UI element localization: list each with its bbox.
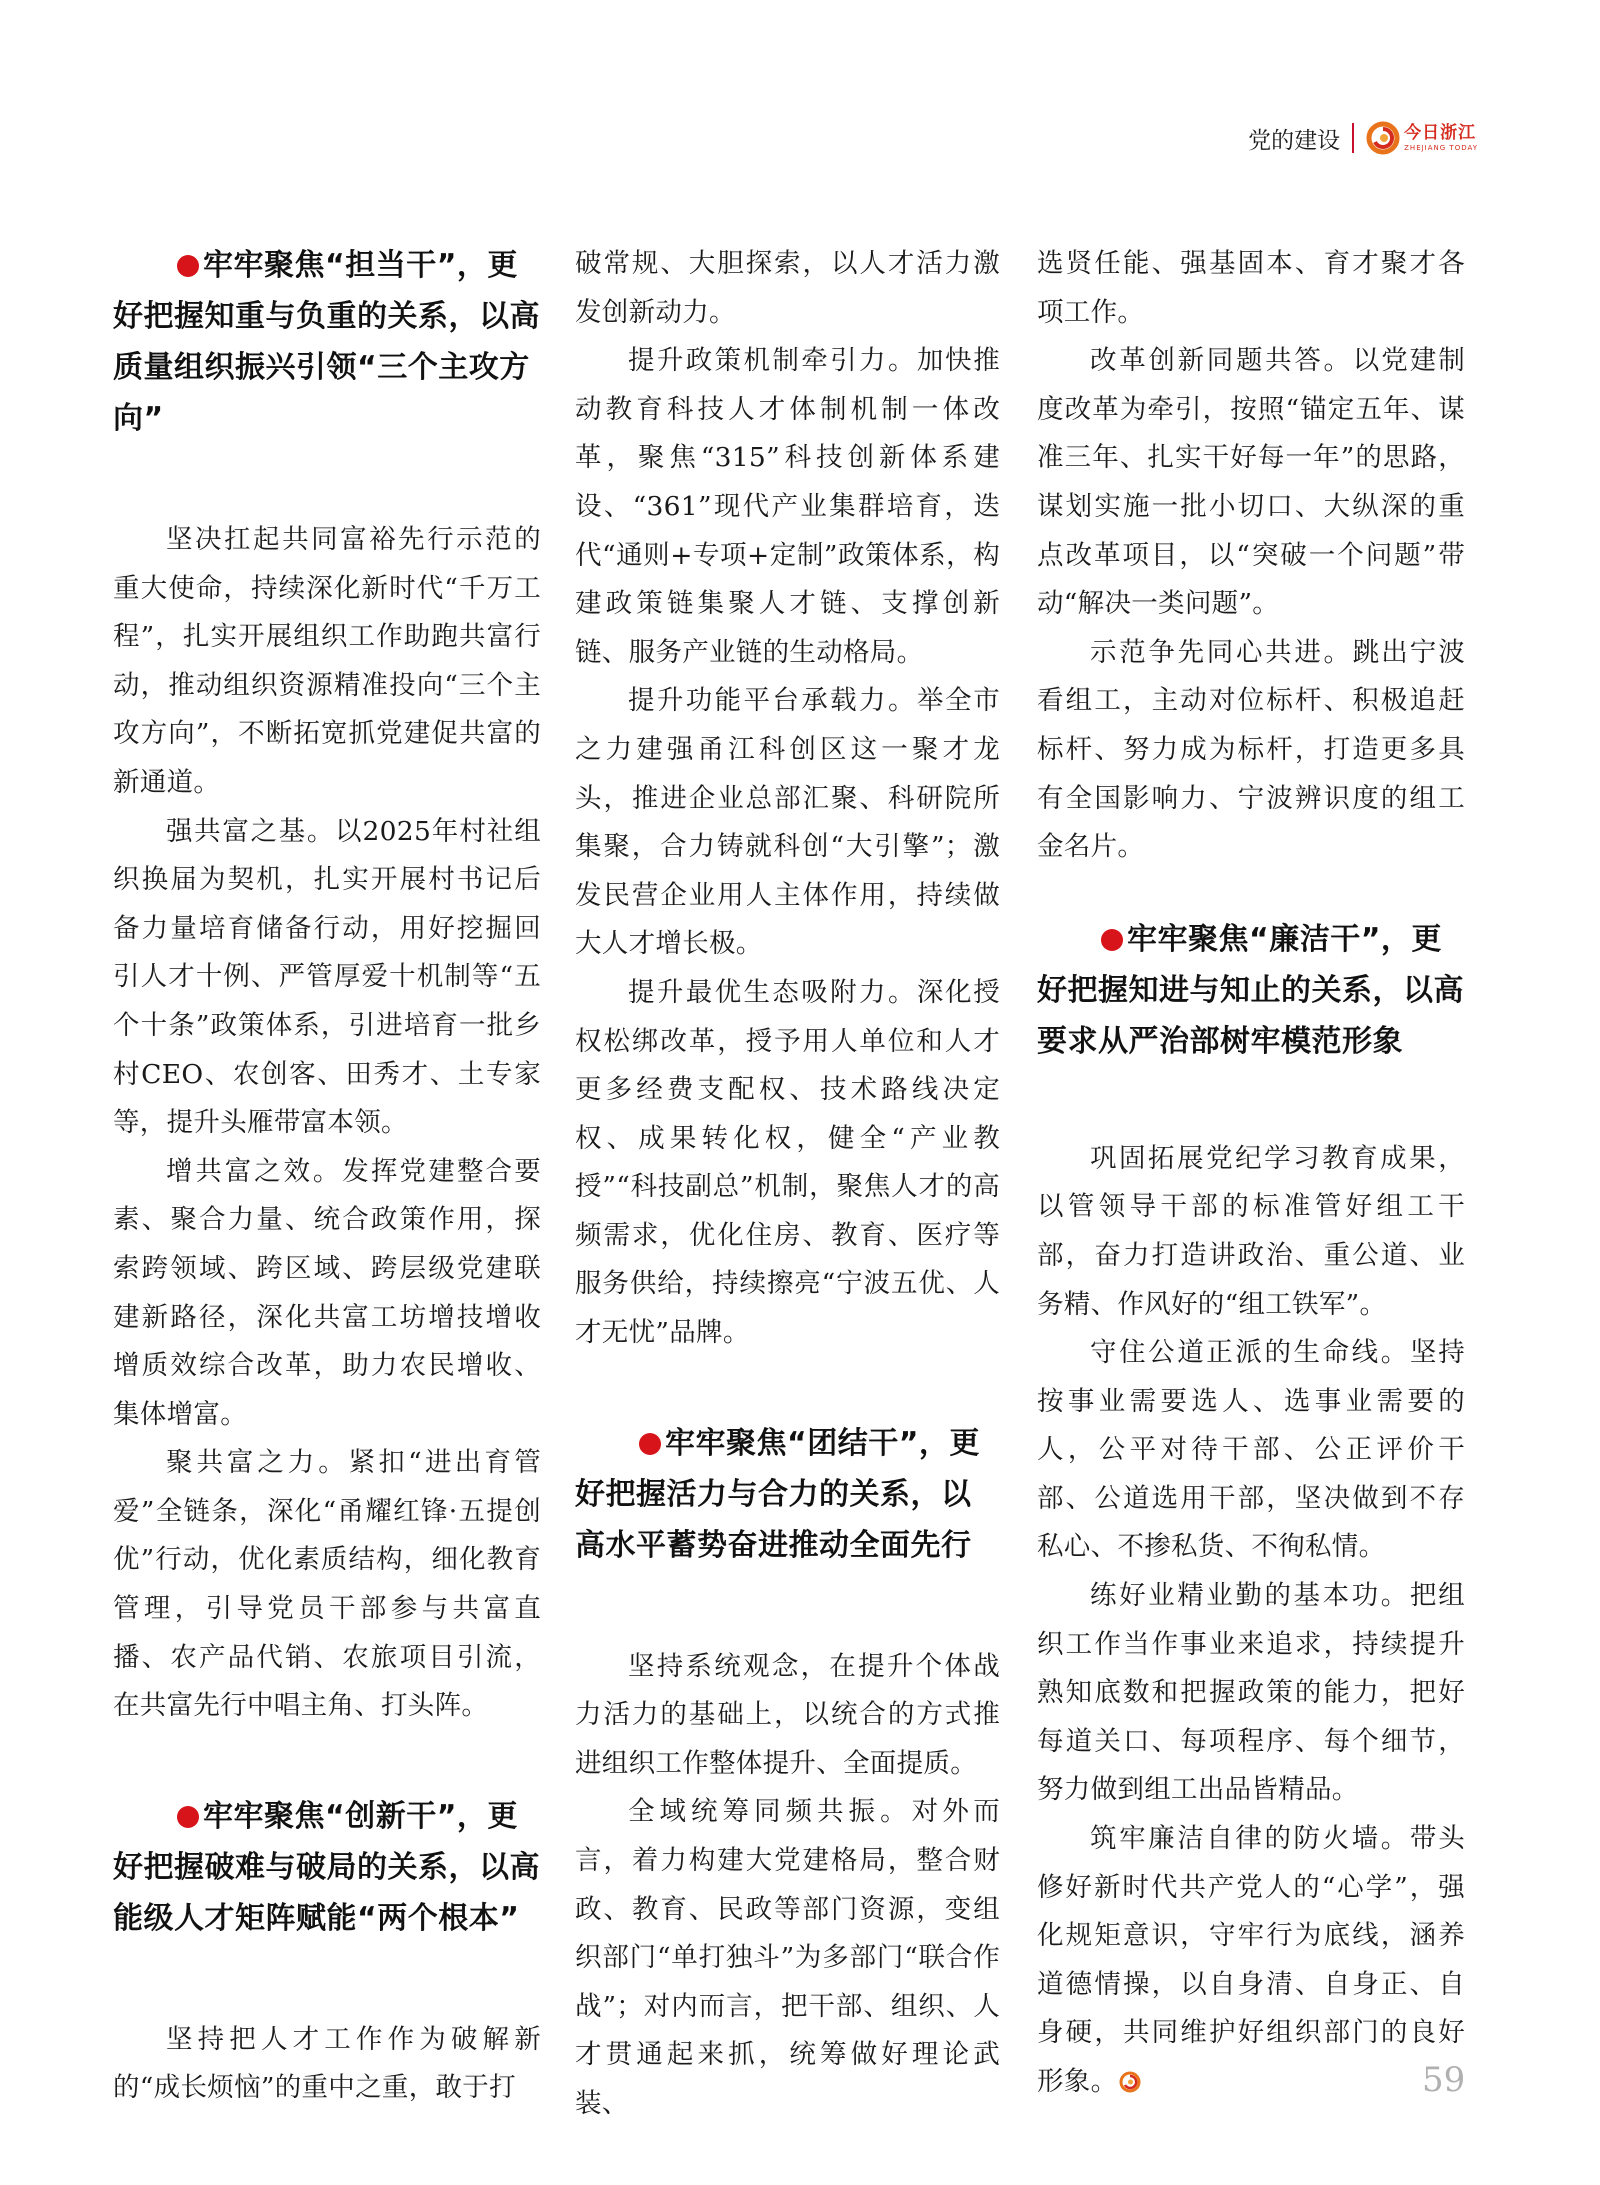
paragraph: 提升最优生态吸附力。深化授权松绑改革，授予用人单位和人才更多经费支配权、技术路线决定权、成果转化权，健全“产业教授”“科技副总”机制，聚焦人才的高频需求，优化住房、教育、医疗等服务供给，持续擦亮“宁波五优、人才无忧”品牌。: [575, 976, 1000, 1349]
paragraph: 增共富之效。发挥党建整合要素、聚合力量、统合政策作用，探索跨领域、跨区域、跨层级党建联建新路径，深化共富工坊增技增收增质效综合改革，助力农民增收、集体增富。: [113, 1155, 541, 1430]
paragraph: 全域统筹同频共振。对外而言，着力构建大党建格局，整合财政、教育、民政等部门资源，变组织部门“单打独斗”为多部门“联合作战”；对内而言，把干部、组织、人才贯通起来抓，统筹做好理论武装、: [575, 1796, 1000, 2119]
paragraph: 强共富之基。以2025年村社组织换届为契机，扎实开展村书记后备力量培育储备行动，用好挖掘回引人才十例、严管厚爱十机制等“五个十条”政策体系，引进培育一批乡村CEO、农创客、田秀才、土专家等，提升头雁带富本领。: [113, 815, 542, 1139]
paragraph-lead: 筑牢廉洁自律的防火墙。: [1090, 1823, 1410, 1855]
paragraph: 破常规、大胆探索，以人才活力激发创新动力。: [575, 248, 1000, 328]
paragraph-lead: 聚共富之力。: [166, 1447, 349, 1479]
header-divider: [1352, 123, 1354, 153]
paragraph-lead: 提升政策机制牵引力。: [628, 345, 917, 377]
paragraph-lead: 提升功能平台承载力。: [628, 685, 917, 717]
paragraph: 提升政策机制牵引力。加快推动教育科技人才体制机制一体改革，聚焦“315”科技创新体系建设、“361”现代产业集群培育，迭代“通则+专项+定制”政策体系，构建政策链集聚人才链、支撑创新链、服务产业链的生动格局。: [575, 345, 1000, 668]
paragraph: 提升功能平台承载力。举全市之力建强甬江科创区这一聚才龙头，推进企业总部汇聚、科研院所集聚，合力铸就科创“大引擎”；激发民营企业用人主体作用，持续做大人才增长极。: [575, 685, 1000, 960]
paragraph: 坚持系统观念，在提升个体战力活力的基础上，以统合的方式推进组织工作整体提升、全面提质。: [575, 1650, 1000, 1779]
red-dot-icon: [177, 255, 199, 277]
section-name: 党的建设: [1248, 127, 1341, 154]
paragraph: 练好业精业勤的基本功。把组织工作当作事业来追求，持续提升熟知底数和把握政策的能力，把好每道关口、每项程序、每个细节，努力做到组工出品皆精品。: [1037, 1580, 1466, 1806]
paragraph: 示范争先同心共进。跳出宁波看组工，主动对位标杆、积极追赶标杆、努力成为标杆，打造更多具有全国影响力、宁波辨识度的组工金名片。: [1037, 636, 1466, 863]
red-dot-icon: [1101, 929, 1123, 951]
paragraph: 聚共富之力。紧扣“进出育管爱”全链条，深化“甬耀红锋·五提创优”行动，优化素质结构，细化教育管理，引导党员干部参与共富直播、农产品代销、农旅项目引流，在共富先行中唱主角、打头阵。: [113, 1447, 541, 1722]
logo-chinese-text: 今日浙江: [1404, 122, 1477, 143]
paragraph-lead: 示范争先同心共进。: [1090, 636, 1353, 668]
paragraph-lead: 提升最优生态吸附力。: [628, 976, 917, 1008]
paragraph-lead: 增共富之效。: [166, 1155, 343, 1187]
paragraph-lead: 守住公道正派的生命线。: [1090, 1337, 1410, 1369]
paragraph: 筑牢廉洁自律的防火墙。带头修好新时代共产党人的“心学”，强化规矩意识，守牢行为底线，涵养道德情操，以自身清、自身正、自身硬，共同维护好组织部门的良好形象。: [1037, 1823, 1466, 2097]
logo-swirl-icon: [1366, 121, 1400, 155]
red-dot-icon: [639, 1433, 661, 1455]
magazine-logo: [1366, 121, 1478, 155]
paragraph: 守住公道正派的生命线。坚持按事业需要选人、选事业需要的人，公平对待干部、公正评价干部、公道选用干部，坚决做到不存私心、不掺私货、不徇私情。: [1037, 1337, 1466, 1563]
column-1: [113, 240, 541, 2113]
page-number: 59: [1422, 2060, 1466, 2100]
paragraph-lead: 练好业精业勤的基本功。: [1090, 1580, 1410, 1612]
paragraph: 巩固拓展党纪学习教育成果，以管领导干部的标准管好组工干部，奋力打造讲政治、重公道、业务精、作风好的“组工铁军”。: [1037, 1142, 1465, 1320]
paragraph: 坚决扛起共同富裕先行示范的重大使命，持续深化新时代“千万工程”，扎实开展组织工作助跑共富行动，推动组织资源精准投向“三个主攻方向”，不断拓宽抓党建促共富的新通道。: [113, 524, 541, 798]
paragraph-lead: 全域统筹同频共振。: [628, 1796, 912, 1828]
end-mark-icon: [1119, 2071, 1141, 2093]
column-2: [575, 240, 1000, 2129]
paragraph-lead: 改革创新同题共答。: [1090, 345, 1353, 377]
section-heading: 牢牢聚焦“廉洁干”，更好把握知进与知止的关系，以高要求从严治部树牢模范形象: [1037, 921, 1464, 1059]
paragraph: 选贤任能、强基固本、育才聚才各项工作。: [1037, 248, 1465, 328]
paragraph: 坚持把人才工作作为破解新的“成长烦恼”的重中之重，敢于打: [113, 2023, 541, 2104]
logo-english-text: ZHEJIANG TODAY: [1404, 143, 1478, 152]
section-heading: 牢牢聚焦“担当干”，更好把握知重与负重的关系，以高质量组织振兴引领“三个主攻方向”: [113, 248, 540, 436]
section-heading: 牢牢聚焦“创新干”，更好把握破难与破局的关系，以高能级人才矩阵赋能“两个根本”: [113, 1798, 540, 1936]
section-heading: 牢牢聚焦“团结干”，更好把握活力与合力的关系，以高水平蓄势奋进推动全面先行: [575, 1425, 980, 1563]
paragraph-lead: 强共富之基。: [166, 815, 336, 847]
paragraph: 改革创新同题共答。以党建制度改革为牵引，按照“锚定五年、谋准三年、扎实干好每一年”的思路，谋划实施一批小切口、大纵深的重点改革项目，以“突破一个问题”带动“解决一类问题”。: [1037, 345, 1466, 620]
red-dot-icon: [177, 1806, 199, 1828]
page-header: [1248, 118, 1478, 158]
column-3: [1037, 240, 1465, 2107]
